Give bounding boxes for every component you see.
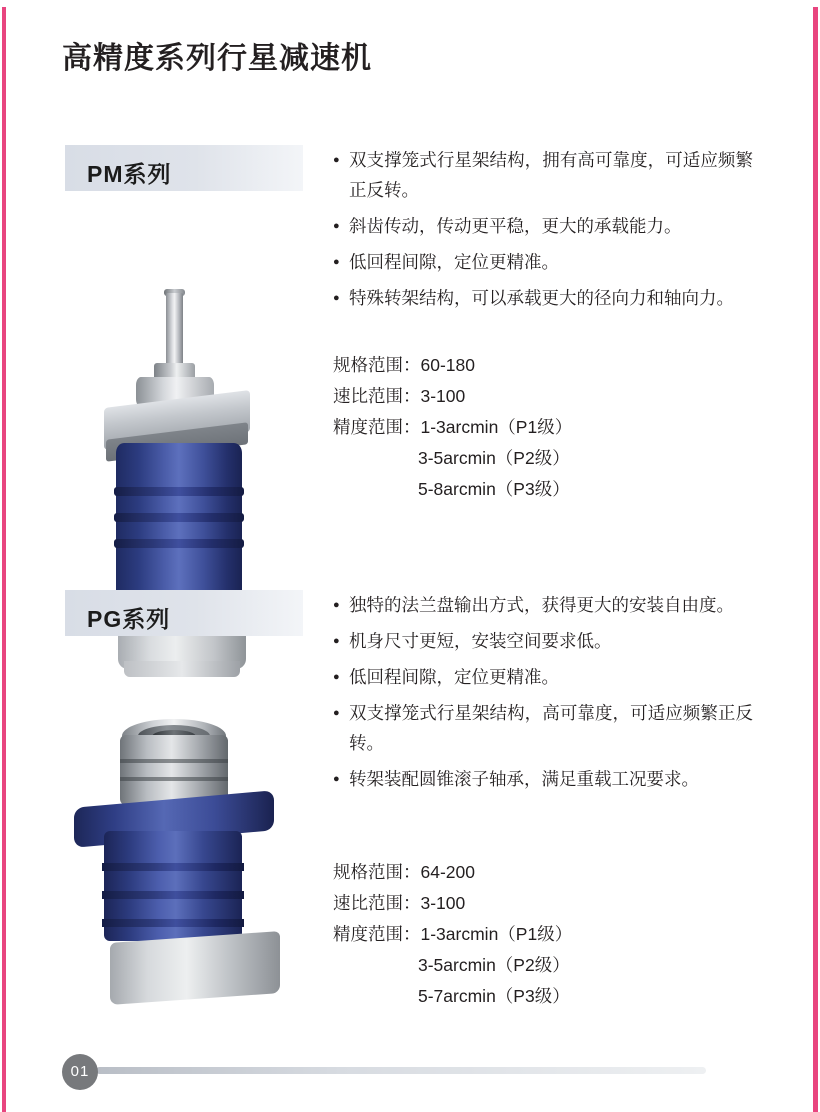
list-item: ● 独特的法兰盘输出方式，获得更大的安装自由度。	[333, 590, 753, 620]
list-item: ● 机身尺寸更短，安装空间要求低。	[333, 626, 753, 656]
spec-row: 5-8arcmin（P3级）	[418, 479, 570, 499]
pm-feature-list	[333, 145, 753, 319]
pg-barrel-groove-1	[120, 759, 228, 763]
footer-rule	[96, 1067, 706, 1074]
spec-row: 5-7arcmin（P3级）	[418, 986, 570, 1006]
spec-row: 3-5arcmin（P2级）	[418, 448, 570, 468]
list-item: ● 双支撑笼式行星架结构，拥有高可靠度，可适应频繁正反转。	[333, 145, 753, 205]
spec-row: 精度范围：1-3arcmin（P1级）	[333, 924, 573, 944]
pg-feature-list	[333, 590, 753, 800]
spec-row: 精度范围：1-3arcmin（P1级）	[333, 417, 573, 437]
page-top-margin	[0, 0, 820, 7]
pm-spec-list	[333, 350, 763, 505]
spec-row: 3-5arcmin（P2级）	[418, 955, 570, 975]
pm-housing	[116, 443, 242, 609]
series-tag-pm-label: PM系列	[87, 161, 172, 187]
pm-series-product-image	[80, 225, 300, 645]
spec-row: 规格范围：60-180	[333, 355, 475, 375]
series-tag-pm	[65, 145, 303, 191]
pg-housing-band-2	[102, 891, 244, 899]
pm-housing-band-1	[114, 487, 244, 496]
spec-row: 速比范围：3-100	[333, 386, 466, 406]
pm-housing-band-2	[114, 513, 244, 522]
list-item: ● 双支撑笼式行星架结构，高可靠度，可适应频繁正反转。	[333, 698, 753, 758]
pg-housing-band-1	[102, 863, 244, 871]
pg-series-product-image	[62, 715, 302, 1045]
list-item: ● 特殊转架结构，可以承载更大的径向力和轴向力。	[333, 283, 753, 313]
list-item: ● 转架装配圆锥滚子轴承，满足重载工况要求。	[333, 764, 753, 794]
spec-row: 规格范围：64-200	[333, 862, 475, 882]
page-title: 高精度系列行星减速机	[62, 42, 372, 75]
pg-output-barrel	[120, 735, 228, 805]
list-item: ● 低回程间隙，定位更精准。	[333, 247, 753, 277]
series-tag-pg	[65, 590, 303, 636]
pm-housing-band-3	[114, 539, 244, 548]
pm-output-shaft	[166, 293, 183, 373]
pg-spec-list	[333, 857, 763, 1012]
list-item: ● 低回程间隙，定位更精准。	[333, 662, 753, 692]
page-number-badge: 01	[62, 1054, 98, 1090]
pg-base-block	[110, 931, 280, 1005]
pg-housing-band-3	[102, 919, 244, 927]
page-right-edge-stripe	[808, 0, 820, 1112]
series-tag-pg-label: PG系列	[87, 606, 171, 632]
spec-row: 速比范围：3-100	[333, 893, 466, 913]
page-left-edge-stripe	[0, 0, 9, 1112]
list-item: ● 斜齿传动，传动更平稳，更大的承载能力。	[333, 211, 753, 241]
pm-base-foot	[124, 661, 240, 677]
pg-barrel-groove-2	[120, 777, 228, 781]
